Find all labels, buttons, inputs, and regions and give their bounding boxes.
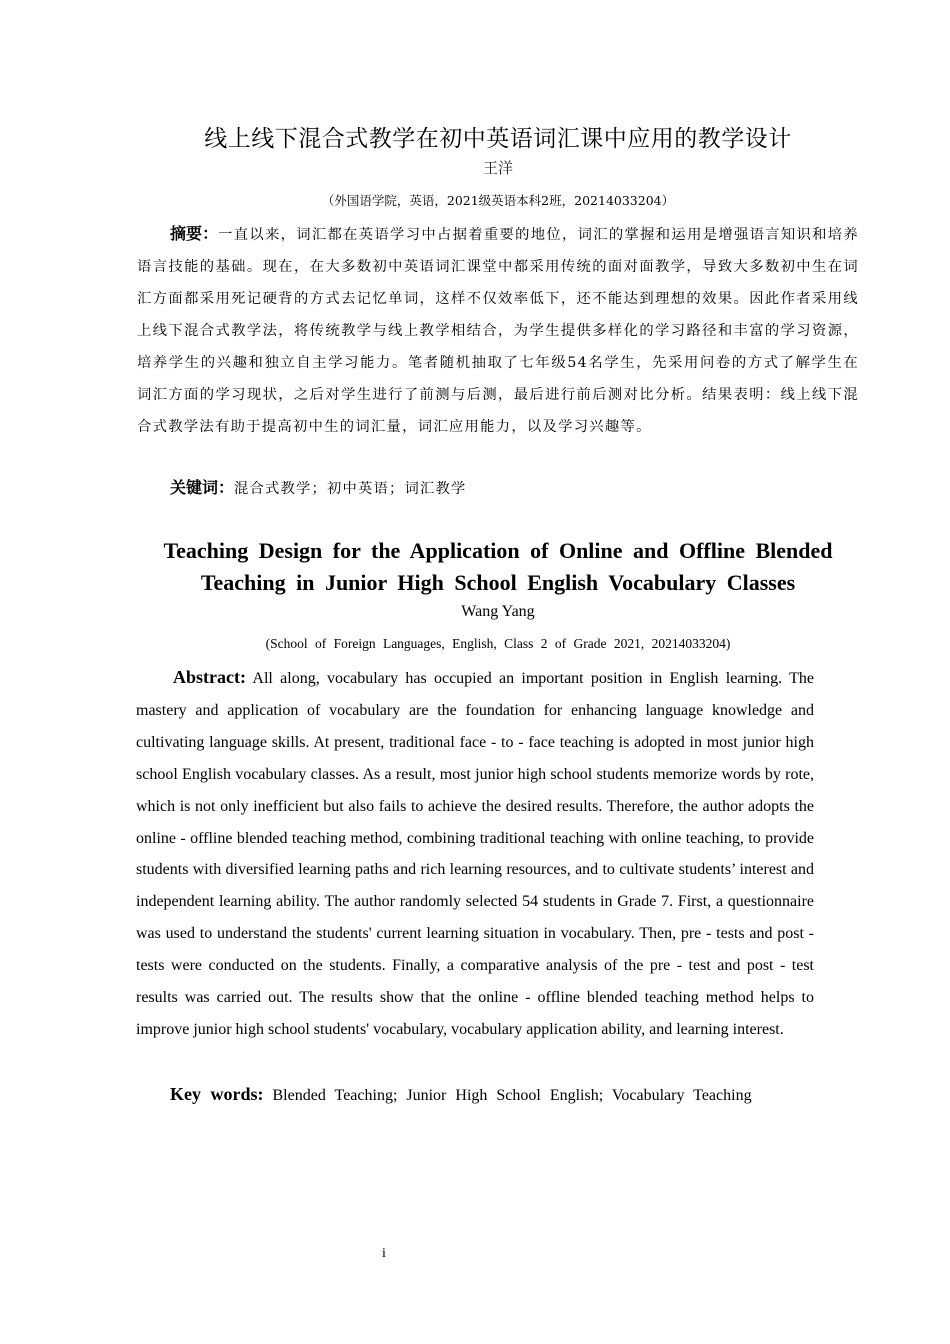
- english-abstract: [136, 662, 814, 1046]
- chinese-keywords-label: 关键词：: [170, 478, 235, 497]
- english-title: Teaching Design for the Application of Online and Offline Blended Teaching in Junior High School English Vocabulary Classes: [163, 538, 833, 595]
- chinese-abstract-label: 摘要：: [170, 224, 219, 243]
- chinese-affiliation: （外国语学院，英语，2021级英语本科2班，20214033204）: [321, 193, 675, 208]
- chinese-abstract-text: 一直以来，词汇都在英语学习中占据着重要的地位，词汇的掌握和运用是增强语言知识和培养语言技能的基础。现在，在大多数初中英语词汇课堂中都采用传统的面对面教学，导致大多数初中生在词汇方面都采用死记硬背的方式去记忆单词，这样不仅效率低下，还不能达到理想的效果。因此作者采用线上线下混合式教学法，将传统教学与线上教学相结合，为学生提供多样化的学习路径和丰富的学习资源，培养学生的兴趣和独立自主学习能力。笔者随机抽取了七年级54名学生，先采用问卷的方式了解学生在词汇方面的学习现状，之后对学生进行了前测与后测，最后进行前后测对比分析。结果表明：线上线下混合式教学法有助于提高初中生的词汇量，词汇应用能力，以及学习兴趣等。: [137, 227, 859, 435]
- chinese-keywords: [170, 474, 466, 503]
- chinese-title: 线上线下混合式教学在初中英语词汇课中应用的教学设计: [204, 126, 792, 152]
- english-affiliation: (School of Foreign Languages, English, Class 2 of Grade 2021, 20214033204): [265, 636, 731, 651]
- english-abstract-label: Abstract:: [173, 667, 246, 687]
- english-keywords: [170, 1080, 752, 1110]
- english-author: Wang Yang: [461, 603, 535, 620]
- english-abstract-text: All along, vocabulary has occupied an important position in English learning. The mastery and application of vocabulary are the foundation for enhancing language knowledge and cultivating language skills. At present, traditional face - to - face teaching is adopted in most junior high school English vocabulary classes. As a result, most junior high school students memorize words by rote, which is not only inefficient but also fails to achieve the desired results. Therefore, the author adopts the online - offline blended teaching method, combining traditional teaching with online teaching, to provide students with diversified learning paths and rich learning resources, and to cultivate students’ interest and independent learning ability. The author randomly selected 54 students in Grade 7. First, a questionnaire was used to understand the students' current learning situation in vocabulary. Then, pre - tests and post - tests were conducted on the students. Finally, a comparative analysis of the pre - test and post - test results was carried out. The results show that the online - offline blended teaching method helps to improve junior high school students' vocabulary, vocabulary application ability, and learning interest.: [136, 670, 814, 1038]
- chinese-abstract: [137, 218, 859, 443]
- chinese-keywords-text: 混合式教学；初中英语；词汇教学: [234, 481, 467, 497]
- english-keywords-text: Blended Teaching; Junior High School English; Vocabulary Teaching: [272, 1087, 752, 1104]
- chinese-author: 王洋: [482, 159, 513, 177]
- page-number: i: [382, 1246, 386, 1261]
- english-keywords-label: Key words:: [170, 1084, 264, 1104]
